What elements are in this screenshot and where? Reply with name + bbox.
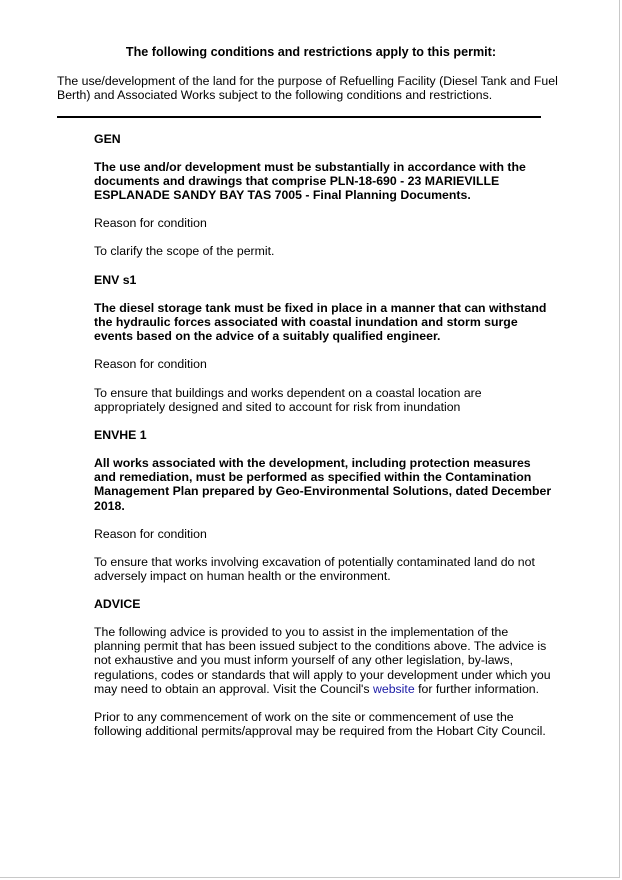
advice-paragraph-1 bbox=[94, 625, 554, 696]
horizontal-rule bbox=[57, 116, 541, 118]
condition-code-envhe-1: ENVHE 1 bbox=[94, 428, 147, 442]
reason-label-gen: Reason for condition bbox=[94, 216, 207, 230]
reason-text-envhe-1: To ensure that works involving excavation of potentially contaminated land do not adversely impact on human health or the environment. bbox=[94, 555, 535, 584]
reason-label-env-s1: Reason for condition bbox=[94, 357, 207, 371]
condition-code-gen: GEN bbox=[94, 132, 121, 146]
condition-code-env-s1: ENV s1 bbox=[94, 273, 137, 287]
intro-paragraph: The use/development of the land for the purpose of Refuelling Facility (Diesel Tank and Fuel Berth) and Associated Works subject to the following conditions and restrictions. bbox=[57, 74, 558, 103]
reason-text-gen: To clarify the scope of the permit. bbox=[94, 244, 275, 258]
advice-title: ADVICE bbox=[94, 597, 141, 611]
advice-text-after-link: for further information. bbox=[414, 681, 540, 696]
website-link[interactable]: website bbox=[372, 681, 415, 696]
reason-text-env-s1: To ensure that buildings and works dependent on a coastal location are appropriately designed and sited to account for risk from inundation bbox=[94, 386, 482, 415]
advice-text-before-link: The following advice is provided to you to assist in the implementation of the planning permit that has been issued subject to the conditions above. The advice is not exhaustive and you must inform yourself of any other legislation, by-laws, regulations, codes or standards that will apply to your development under which you may need to obtain an approval. Visit the Council's bbox=[94, 625, 551, 696]
page-heading: The following conditions and restrictions apply to this permit: bbox=[125, 45, 497, 59]
condition-text-envhe-1: All works associated with the development, including protection measures and remediation, must be performed as specified within the Contamination Management Plan prepared by Geo-Environmental Solutions, dated December 2018. bbox=[94, 456, 552, 513]
condition-text-gen: The use and/or development must be substantially in accordance with the documents and drawings that comprise PLN-18-690 - 23 MARIEVILLE ESPLANADE SANDY BAY TAS 7005 - Final Planning Documents. bbox=[94, 160, 526, 203]
reason-label-envhe-1: Reason for condition bbox=[94, 527, 207, 541]
condition-text-env-s1: The diesel storage tank must be fixed in place in a manner that can withstand the hydraulic forces associated with coastal inundation and storm surge events based on the advice of a suitably qualified engineer. bbox=[94, 301, 547, 344]
advice-paragraph-2: Prior to any commencement of work on the site or commencement of use the following additional permits/approval may be required from the Hobart City Council. bbox=[94, 710, 546, 739]
